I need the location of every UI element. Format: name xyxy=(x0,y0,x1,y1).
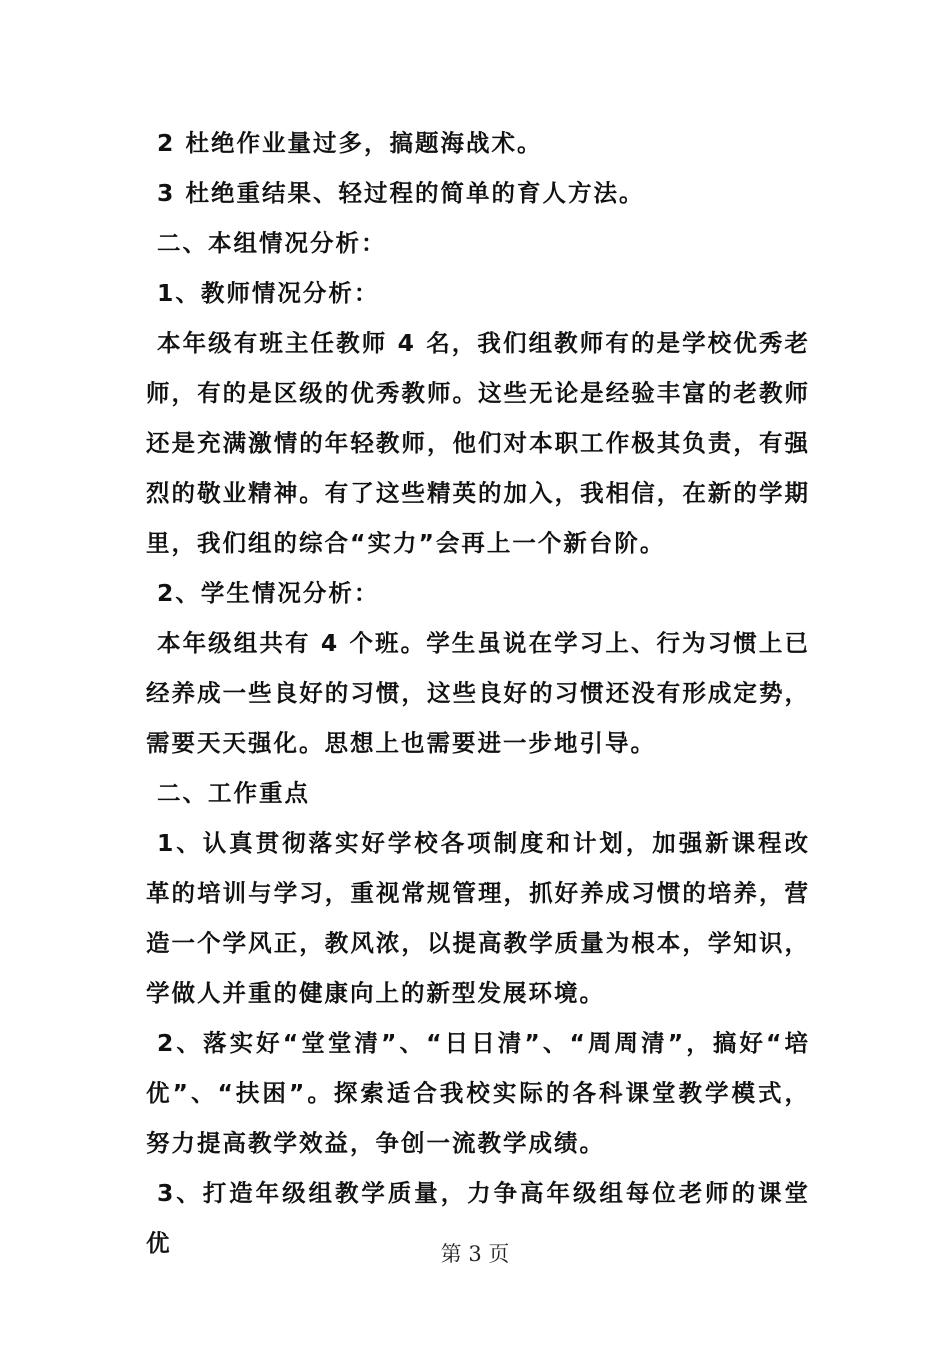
paragraph-teacher-analysis: 本年级有班主任教师 4 名，我们组教师有的是学校优秀老师，有的是区级的优秀教师。这些无论是经验丰富的老教师还是充满激情的年轻教师，他们对本职工作极其负责，有强烈的敬业精神。有了这些精英的加入，我相信，在新的学期里，我们组的综合“实力”会再上一个新台阶。 xyxy=(146,329,810,557)
paragraph-focus-1: 1、认真贯彻落实好学校各项制度和计划，加强新课程改革的培训与学习，重视常规管理，抓好养成习惯的培养，营造一个学风正，教风浓，以提高教学质量为根本，学知识，学做人并重的健康向上的新型发展环境。 xyxy=(146,829,810,1007)
document-body xyxy=(146,118,810,1268)
subheading-student-analysis: 2、学生情况分析： xyxy=(157,579,380,607)
paragraph-focus-3: 3、打造年级组教学质量，力争高年级组每位老师的课堂优 xyxy=(146,1179,810,1257)
subheading-teacher-analysis: 1、教师情况分析： xyxy=(157,279,380,307)
paragraph-focus-2: 2、落实好“堂堂清”、“日日清”、“周周清”，搞好“培优”、“扶困”。探索适合我校实际的各科课堂教学模式，努力提高教学效益，争创一流教学成绩。 xyxy=(146,1029,810,1157)
section-heading-group-analysis: 二、本组情况分析： xyxy=(157,229,387,257)
page-number: 第 3 页 xyxy=(440,1242,510,1266)
paragraph-rule-3: 3 杜绝重结果、轻过程的简单的育人方法。 xyxy=(157,179,645,207)
paragraph-student-analysis: 本年级组共有 4 个班。学生虽说在学习上、行为习惯上已经养成一些良好的习惯，这些良好的习惯还没有形成定势，需要天天强化。思想上也需要进一步地引导。 xyxy=(146,629,810,757)
paragraph-rule-2: 2 杜绝作业量过多，搞题海战术。 xyxy=(157,129,543,157)
section-heading-work-focus: 二、工作重点 xyxy=(157,779,310,807)
